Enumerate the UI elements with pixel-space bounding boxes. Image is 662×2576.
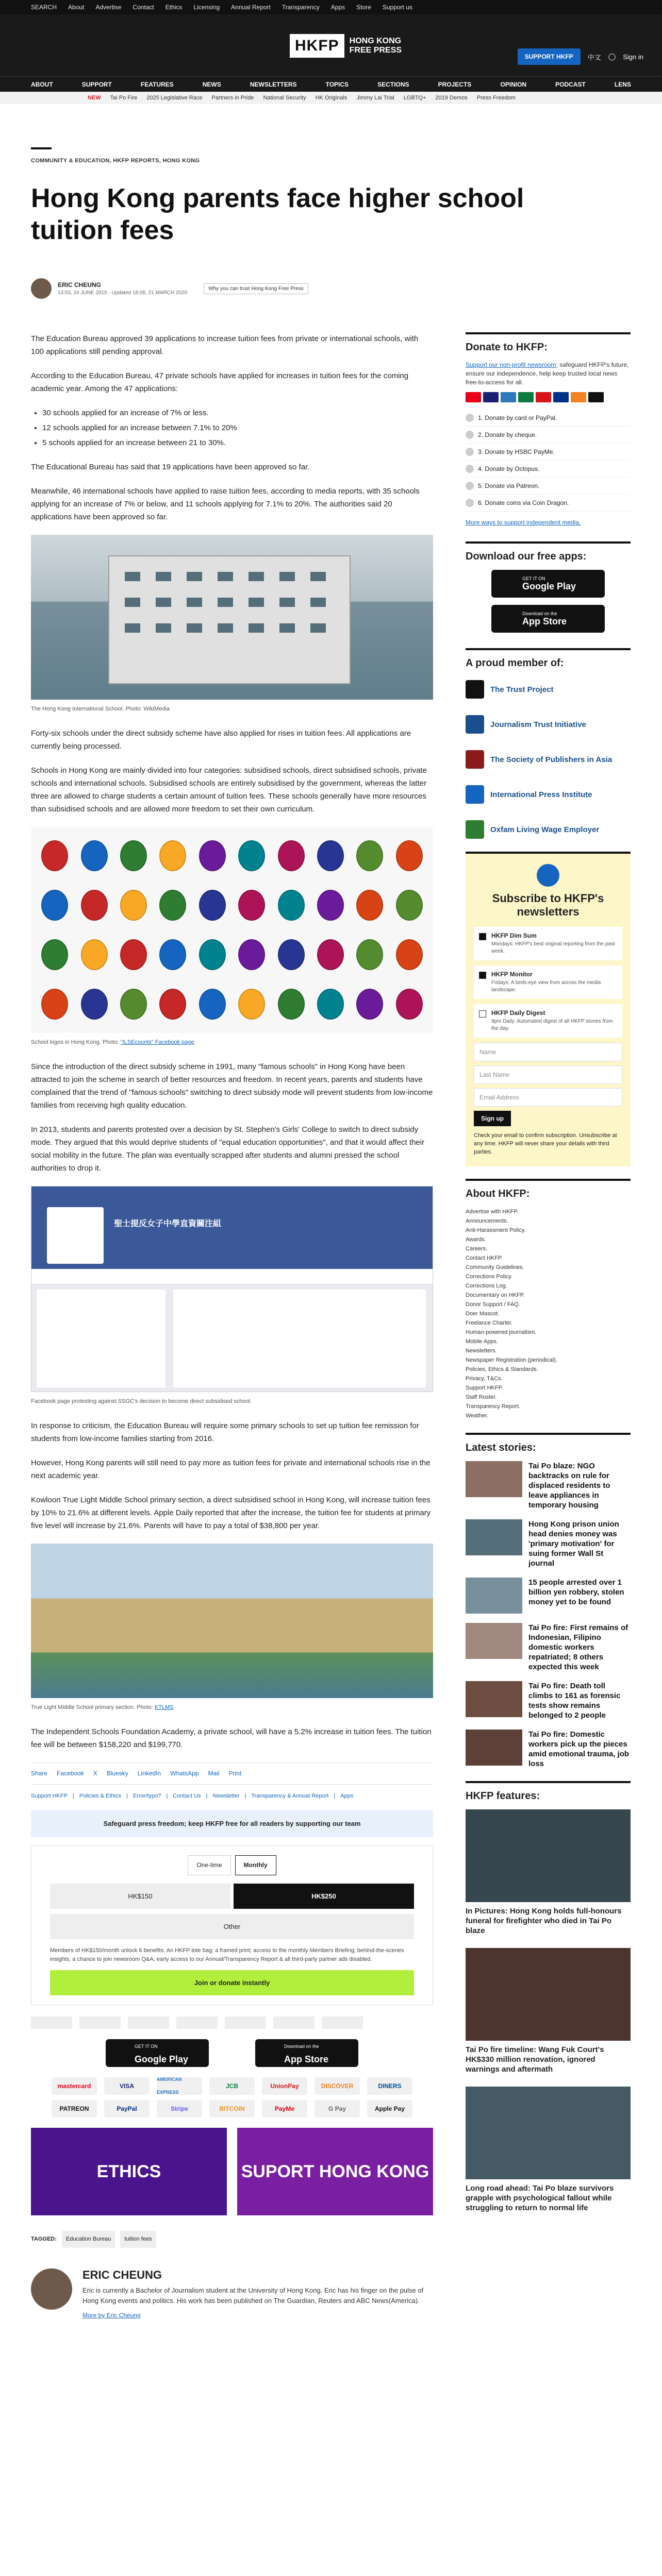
list-item: • 5 schools applied for an increase between 21 to 30%.: [42, 436, 433, 449]
advertise-link[interactable]: Advertise: [95, 4, 122, 11]
tag[interactable]: Education Bureau: [62, 2231, 115, 2248]
about-link[interactable]: Community Guidelines.: [466, 1264, 524, 1270]
sign-in-link[interactable]: Sign in: [623, 53, 643, 61]
about-link[interactable]: Support HKFP.: [466, 1385, 503, 1391]
discover-icon: DISCOVER: [315, 2077, 360, 2095]
school-logos-photo: [31, 827, 433, 1033]
school-photo: [31, 535, 433, 700]
paypal-icon: PayPal: [104, 2100, 150, 2117]
ipi-icon: [466, 785, 484, 804]
tagged-label: TAGGED:: [31, 2236, 57, 2242]
jcb-icon: JCB: [209, 2077, 255, 2095]
amount-150[interactable]: HK$150: [50, 1884, 230, 1909]
apps-heading: Download our free apps:: [466, 541, 631, 563]
tlm-school-photo: [31, 1544, 433, 1698]
nav-newsletters[interactable]: NEWSLETTERS: [250, 80, 297, 88]
paragraph: In response to criticism, the Education Bureau will require some primary schools to set up tuition fee remission for students from low-income families starting from 2016.: [31, 1421, 419, 1443]
paragraph: Kowloon True Light Middle School primary section, a direct subsidised school in Hong Kong, will increase tuition fees by 10% to 21.6% at different levels. Apple Daily reported that after the increase, the tuition fee for students at primary five level will increase by 21.6%. Parents will have to pay a total of $38,800 per year.: [31, 1496, 431, 1530]
gp-big: Google Play: [522, 581, 576, 591]
article-body: [31, 332, 433, 2322]
card-icon: [466, 414, 474, 422]
about-link[interactable]: Freelance Charter.: [466, 1320, 513, 1326]
facebook-screenshot: [31, 1186, 433, 1392]
features-heading: HKFP features:: [466, 1781, 631, 1802]
donate-option[interactable]: [466, 444, 631, 461]
policies-link[interactable]: Policies & Ethics: [79, 1793, 122, 1799]
trending-item[interactable]: 2019 Demos: [435, 95, 468, 101]
share-label: Share: [31, 1770, 48, 1777]
support-promo[interactable]: SUPORT HONG KONG: [237, 2128, 433, 2215]
newsletter-name: HKFP Monitor: [491, 971, 533, 978]
member-logo[interactable]: [466, 782, 631, 807]
contact-link[interactable]: Contact Us: [173, 1793, 201, 1799]
join-button[interactable]: Join or donate instantly: [50, 1970, 414, 1995]
nav-topics[interactable]: TOPICS: [325, 80, 349, 88]
site-logo[interactable]: [290, 34, 402, 58]
donate-intro: [466, 361, 631, 387]
donate-option[interactable]: [466, 427, 631, 444]
about-links: [466, 1207, 631, 1420]
trending-item[interactable]: Tai Po Fire: [110, 95, 138, 101]
bio-avatar[interactable]: [31, 2268, 72, 2310]
support-hkfp-button[interactable]: SUPPORT HKFP: [518, 48, 581, 65]
nav-lens[interactable]: LENS: [614, 80, 631, 88]
story-headline[interactable]: Tai Po fire: First remains of Indonesian, Filipino domestic workers repatriated; 8 others expected this week: [528, 1623, 628, 1671]
application-list: [42, 406, 433, 449]
about-link[interactable]: Weather.: [466, 1413, 488, 1419]
donate-options: [466, 410, 631, 512]
about-link[interactable]: Policies, Ethics & Standards.: [466, 1366, 538, 1372]
photo-caption: Facebook page protesting against SSGC's decision to become direct subsidised school.: [31, 1398, 252, 1404]
sidebar-google-play-button[interactable]: [491, 570, 605, 598]
cheque-icon: [466, 431, 474, 439]
trust-project-icon: [466, 680, 484, 699]
amount-options: [50, 1884, 414, 1909]
user-icon[interactable]: ◯: [608, 53, 616, 60]
member-heading: A proud member of:: [466, 648, 631, 669]
logo-mark: HKFP: [290, 34, 344, 58]
donate-option-label: 3. Donate by HSBC PayMe.: [478, 448, 555, 455]
about-link[interactable]: Mobile Apps.: [466, 1338, 498, 1345]
bio-text: Eric is currently a Bachelor of Journalism student at the University of Hong Kong. Eric has his finger on the pulse of Hong Kong events and politics. His work has been published on The Guardian, Reuters and ABC News(America).: [82, 2286, 424, 2304]
about-link[interactable]: Anti-Harassment Policy.: [466, 1227, 526, 1233]
gp-small: GET IT ON: [135, 2044, 158, 2049]
checkbox-checked[interactable]: [479, 933, 486, 940]
nav-news[interactable]: NEWS: [202, 80, 221, 88]
story-item[interactable]: [466, 1730, 631, 1769]
building-shape: [108, 555, 351, 684]
member-logo[interactable]: [466, 676, 631, 702]
newsletter-fineprint: Check your email to confirm subscription. Unsubscribe at any time. HKFP will never share your details with third parties.: [474, 1132, 617, 1155]
paragraph: The Independent Schools Foundation Academy, a private school, will have a 5.2% increase in tuition fees. The tuition fee will be between $158,220 and $199,770.: [31, 1727, 432, 1749]
share-x[interactable]: X: [93, 1770, 97, 1777]
feature-stories: [466, 1809, 631, 2213]
tag[interactable]: tuition fees: [120, 2231, 156, 2248]
utility-links: [31, 0, 412, 14]
paragraph: In 2013, students and parents protested over a decision by St. Stephen's Girls' College to switch to direct subsidy mode. They argued that this would deprive students of "equal education opportunities", and that it would affect their social mobility in the future. The plan was eventually scrapped after students and alumni pressed the school authorities to drop it.: [31, 1125, 425, 1173]
payment-methods: [52, 2077, 412, 2117]
main-nav: [0, 76, 662, 92]
story-item[interactable]: [466, 1623, 631, 1672]
sign-up-button[interactable]: Sign up: [474, 1111, 511, 1126]
newsletter-desc: 9pm Daily: Automated digest of all HKFP stories from the day.: [491, 1019, 613, 1031]
newsletter-option[interactable]: [474, 927, 622, 960]
logo-line-2: FREE PRESS: [349, 46, 402, 55]
donate-heading: Donate to HKFP:: [466, 332, 631, 353]
ethics-promo[interactable]: ETHICS: [31, 2128, 227, 2215]
header-actions: [518, 48, 643, 65]
story-item[interactable]: [466, 1681, 631, 1720]
about-link[interactable]: Advertise with HKFP.: [466, 1209, 519, 1215]
newsletter-link[interactable]: Newsletter: [212, 1793, 240, 1799]
about-heading: About HKFP:: [466, 1179, 631, 1200]
fb-post: [173, 1290, 426, 1387]
typo-link[interactable]: Error/typo?: [133, 1793, 161, 1799]
checkbox-checked[interactable]: [479, 972, 486, 979]
newsletter-option[interactable]: [474, 965, 622, 999]
story-item[interactable]: [466, 1578, 631, 1614]
utility-bar: [0, 0, 662, 14]
apps-link[interactable]: Apps: [340, 1793, 354, 1799]
story-thumbnail[interactable]: [466, 1519, 522, 1555]
about-link[interactable]: Transparency Report.: [466, 1403, 520, 1410]
feature-image[interactable]: [466, 2087, 631, 2179]
newsletter-name: HKFP Dim Sum: [491, 932, 537, 939]
story-headline[interactable]: Hong Kong prison union head denies money was 'primary motivation' for suing former Wall St journal: [528, 1520, 619, 1568]
sopa-icon: [466, 750, 484, 769]
coin-icon: [466, 499, 474, 507]
member-logo[interactable]: [466, 711, 631, 737]
latest-stories: [466, 1461, 631, 1769]
donate-option-label: 2. Donate by cheque.: [478, 431, 537, 438]
feature-image[interactable]: [466, 1948, 631, 2041]
member-name: Oxfam Living Wage Employer: [490, 825, 600, 834]
share-mail[interactable]: Mail: [208, 1770, 220, 1777]
publish-date: 13:53, 24 JUNE 2015 · Updated 18:06, 21 MARCH 2020: [58, 290, 188, 296]
chinese-language-link[interactable]: 中文: [587, 53, 601, 61]
member-name: International Press Institute: [490, 790, 592, 799]
about-link[interactable]: Awards.: [466, 1236, 486, 1243]
name-input[interactable]: Name: [474, 1043, 622, 1061]
frequency-toggle: [50, 1855, 414, 1875]
trending-item[interactable]: Jimmy Lai Trial: [356, 95, 394, 101]
story-thumbnail[interactable]: [466, 1461, 522, 1497]
story-headline[interactable]: Tai Po fire: Domestic workers pick up the pieces amid emotional trauma, job loss: [528, 1730, 630, 1768]
trending-item[interactable]: 2025 Legislative Race: [146, 95, 203, 101]
feature-headline[interactable]: Long road ahead: Tai Po blaze survivors grapple with psychological fallout while struggling to return to normal life: [466, 2184, 614, 2212]
photo-caption: [31, 1036, 433, 1049]
as-big: App Store: [522, 616, 567, 626]
nav-podcast[interactable]: PODCAST: [555, 80, 586, 88]
newsletter-desc: Fridays: A birds-eye view from across the media landscape.: [491, 980, 601, 993]
donate-option-label: 1. Donate by card or PayPal.: [478, 414, 557, 421]
fb-sidebar: [37, 1290, 166, 1387]
paragraph: The Educational Bureau has said that 19 applications have been approved so far.: [31, 463, 310, 471]
fb-tabs: [31, 1269, 433, 1284]
member-name: The Trust Project: [490, 685, 554, 694]
donate-option[interactable]: [466, 478, 631, 495]
newsletter-name: HKFP Daily Digest: [491, 1009, 545, 1016]
about-link[interactable]: About: [68, 4, 85, 11]
logo-wordmark: [350, 37, 402, 55]
email-input[interactable]: Email Address: [474, 1088, 622, 1107]
share-facebook[interactable]: Facebook: [57, 1770, 84, 1777]
about-link[interactable]: Careers.: [466, 1246, 488, 1252]
transparency-link[interactable]: Transparency: [282, 4, 320, 11]
hkfp-badge-icon: [537, 864, 559, 887]
latest-heading: Latest stories:: [466, 1433, 631, 1454]
article-title: Hong Kong parents face higher school tuition fees: [31, 183, 524, 245]
story-thumbnail[interactable]: [466, 1578, 522, 1614]
support-us-link[interactable]: Support us: [382, 4, 412, 11]
caption-text: School logos in Hong Kong. Photo:: [31, 1039, 119, 1045]
trust-badge[interactable]: Why you can trust Hong Kong Free Press: [204, 283, 308, 294]
donate-intro-link[interactable]: Support our non-profit newsroom;: [466, 361, 558, 368]
about-link[interactable]: Doer Mascot.: [466, 1311, 500, 1317]
nav-opinion[interactable]: OPINION: [500, 80, 527, 88]
licensing-link[interactable]: Licensing: [193, 4, 220, 11]
member-logo[interactable]: [466, 817, 631, 842]
donate-intro-text: safeguard HKFP's future, ensure our independence, help keep trusted local news free-to-access for all.: [466, 361, 629, 386]
feature-headline[interactable]: In Pictures: Hong Kong holds full-honours funeral for firefighter who died in Tai Po blaze: [466, 1907, 622, 1935]
support-banner[interactable]: Safeguard press freedom; keep HKFP free for all readers by supporting our team: [31, 1810, 433, 1837]
trending-item[interactable]: Press Freedom: [476, 95, 516, 101]
about-link[interactable]: Announcements.: [466, 1218, 508, 1224]
caption-link[interactable]: KTLMS: [154, 1704, 174, 1710]
paragraph: However, Hong Kong parents will still need to pay more as tuition fees for private and international schools rise in the next academic year.: [31, 1459, 431, 1480]
paragraph: The Education Bureau approved 39 applications to increase tuition fees from private or international schools, with 100 applications still pending approval.: [31, 334, 419, 356]
about-link[interactable]: Staff Roster.: [466, 1394, 497, 1400]
list-item: • 30 schools applied for an increase of 7% or less.: [42, 406, 433, 419]
author-meta: [58, 281, 187, 296]
share-bar: [31, 1762, 433, 1785]
last-name-input[interactable]: Last Name: [474, 1065, 622, 1084]
trending-item[interactable]: National Security: [263, 95, 306, 101]
more-by-author-link[interactable]: More by Eric Cheung: [82, 2312, 141, 2319]
google-pay-icon: G Pay: [315, 2100, 360, 2117]
as-big: App Store: [284, 2054, 329, 2064]
nav-support[interactable]: SUPPORT: [81, 80, 112, 88]
patreon-icon: [466, 482, 474, 490]
story-headline[interactable]: Tai Po fire: Death toll climbs to 161 as forensic tests show remains belonged to 2 people: [528, 1682, 621, 1720]
mastercard-icon: mastercard: [52, 2077, 97, 2095]
story-headline[interactable]: Tai Po blaze: NGO backtracks on rule for displaced residents to leave appliances in temporary housing: [528, 1462, 610, 1510]
monthly-option[interactable]: Monthly: [235, 1855, 276, 1875]
bio-name[interactable]: ERIC CHEUNG: [82, 2268, 162, 2281]
feature-item[interactable]: [466, 1809, 631, 1936]
about-link[interactable]: Contact HKFP.: [466, 1255, 503, 1261]
one-time-option[interactable]: One-time: [188, 1855, 230, 1875]
support-link[interactable]: Support HKFP: [31, 1793, 68, 1799]
stripe-icon: Stripe: [157, 2100, 202, 2117]
about-link[interactable]: Newsletters.: [466, 1348, 497, 1354]
fb-page-title: 聖士提反女子中學直資關注組: [114, 1219, 222, 1228]
gp-big: Google Play: [135, 2054, 189, 2064]
membership-benefits: Members of HK$150/month unlock 6 benefits: An HKFP tote bag; a framed print; access to the monthly Members Briefing; behind-the-scenes insights; a chance to join newsroom Q&A; early access to our Annual/Transparency Report & all third-party partner ads disabled.: [50, 1947, 404, 1962]
share-print[interactable]: Print: [228, 1770, 242, 1777]
about-link[interactable]: Corrections Policy.: [466, 1274, 512, 1280]
bitcoin-icon: BITCOIN: [209, 2100, 255, 2117]
payme-icon: PayMe: [262, 2100, 307, 2117]
member-name: The Society of Publishers in Asia: [490, 755, 613, 764]
search-link[interactable]: SEARCH: [31, 4, 57, 11]
as-small: Download on the: [522, 611, 557, 616]
octopus-icon: [466, 465, 474, 473]
list-item: • 12 schools applied for an increase between 7.1% to 20%: [42, 421, 433, 434]
trending-item[interactable]: Partners in Pride: [211, 95, 254, 101]
newsletter-title: Subscribe to HKFP's newsletters: [492, 892, 604, 918]
unionpay-icon: UnionPay: [262, 2077, 307, 2095]
about-link[interactable]: Corrections Log.: [466, 1283, 507, 1289]
share-bluesky[interactable]: Bluesky: [106, 1770, 128, 1777]
author-avatar[interactable]: [31, 278, 52, 299]
patreon-icon: PATREON: [52, 2100, 97, 2117]
caption-text: True Light Middle School primary section. Photo:: [31, 1704, 153, 1710]
checkbox-unchecked[interactable]: [479, 1010, 486, 1018]
ethics-link[interactable]: Ethics: [165, 4, 183, 11]
footer-links: Support HKFP | Policies & Ethics | Error/typo? | Contact Us | Newsletter | Transparency & Annual Report | Apps: [31, 1790, 433, 1803]
about-link[interactable]: Newspaper Registration (periodical).: [466, 1357, 557, 1363]
apps-link[interactable]: Apps: [330, 4, 345, 11]
more-ways-link[interactable]: More ways to support independent media.: [466, 519, 581, 526]
paragraph: Meanwhile, 46 international schools have applied to raise tuition fees, according to media reports, with 35 schools applying for an increase of 7% or below, and 11 schools applying for 7.1% to 20%. The authorities said 20 applications have been approved so far.: [31, 487, 420, 521]
membership-widget: [31, 1845, 433, 2005]
school-badge-icon: [47, 1207, 104, 1264]
story-thumbnail[interactable]: [466, 1730, 522, 1766]
tags-row: [31, 2231, 433, 2248]
jti-icon: [466, 715, 484, 734]
site-header: [0, 14, 662, 76]
share-linkedin[interactable]: LinkedIn: [137, 1770, 161, 1777]
payme-icon: [466, 448, 474, 456]
title-rule: [31, 147, 52, 149]
feature-item[interactable]: [466, 1948, 631, 2074]
nav-features[interactable]: FEATURES: [140, 80, 174, 88]
donate-option[interactable]: [466, 461, 631, 478]
story-item[interactable]: [466, 1519, 631, 1568]
story-thumbnail[interactable]: [466, 1681, 522, 1717]
partner-badges: [31, 2016, 433, 2029]
visa-icon: VISA: [104, 2077, 150, 2095]
sidebar: [466, 332, 631, 2225]
store-link[interactable]: Store: [356, 4, 371, 11]
app-store-button[interactable]: [255, 2039, 358, 2067]
donate-option[interactable]: [466, 410, 631, 427]
trending-item[interactable]: LGBTQ+: [403, 95, 426, 101]
annual-report-link[interactable]: Annual Report: [231, 4, 271, 11]
donate-option[interactable]: [466, 495, 631, 512]
newsletter-desc: Mondays: HKFP's best original reporting from the past week.: [491, 941, 615, 954]
about-link[interactable]: Donor Support / FAQ.: [466, 1301, 520, 1308]
author-name[interactable]: ERIC CHEUNG: [58, 281, 102, 289]
photo-caption: The Hong Kong International School. Photo: WikiMedia: [31, 706, 170, 712]
story-thumbnail[interactable]: [466, 1623, 522, 1659]
author-bio: [31, 2268, 433, 2322]
paragraph: Forty-six schools under the direct subsidy scheme have also applied for rises in tuition fees. All applications are currently being processed.: [31, 729, 411, 751]
feature-item[interactable]: [466, 2087, 631, 2213]
donate-option-label: 4. Donate by Octopus.: [478, 465, 540, 472]
newsletter-option[interactable]: [474, 1004, 622, 1038]
logo-line-1: HONG KONG: [349, 37, 402, 45]
app-store-buttons: [31, 2039, 433, 2067]
sidebar-app-store-button[interactable]: [491, 605, 605, 633]
paragraph: Since the introduction of the direct subsidy scheme in 1991, many "famous schools" in Hong Kong have been attracted to join the scheme in search of better resources and freedom. In recent years, parents and students have complained that the trend of "famous schools" switching to direct subsidy mode will prevent students from low-income families from receiving high quality education.: [31, 1062, 433, 1110]
nav-projects[interactable]: PROJECTS: [438, 80, 472, 88]
share-whatsapp[interactable]: WhatsApp: [170, 1770, 199, 1777]
transparency-link[interactable]: Transparency & Annual Report: [251, 1793, 329, 1799]
gp-small: GET IT ON: [522, 575, 545, 581]
promo-banners: [31, 2128, 433, 2215]
about-link[interactable]: Privacy, T&Cs.: [466, 1376, 503, 1382]
story-headline[interactable]: 15 people arrested over 1 billion yen robbery, stolen money yet to be found: [528, 1578, 624, 1606]
paragraph: Schools in Hong Kong are mainly divided into four categories: subsidised schools, direct subsidised schools, private schools and international schools. Subsidised schools are entirely subsidised by the government, whereas the latter three are allowed to charge students a certain amount of tuition fees. These schools generally have more resources than subsidised schools and are allowed more freedom to set their own curriculum.: [31, 766, 427, 814]
feature-image[interactable]: [466, 1809, 631, 1902]
paragraph: According to the Education Bureau, 47 private schools have applied for increases in tuition fees for the coming academic year. Among the 47 applications:: [31, 371, 409, 393]
amount-other[interactable]: Other: [50, 1914, 414, 1939]
feature-headline[interactable]: Tai Po fire timeline: Wang Fuk Court's HK$330 million renovation, ignored warnings and aftermath: [466, 2045, 604, 2074]
newsletter-signup: [466, 852, 631, 1166]
oxfam-icon: [466, 820, 484, 839]
member-logo[interactable]: [466, 747, 631, 772]
caption-link[interactable]: "ILSEcounts" Facebook page: [120, 1039, 194, 1045]
story-item[interactable]: [466, 1461, 631, 1510]
about-link[interactable]: Human-powered journalism.: [466, 1329, 537, 1335]
amount-250[interactable]: HK$250: [234, 1884, 414, 1909]
article-categories[interactable]: COMMUNITY & EDUCATION, HKFP REPORTS, HONG KONG: [31, 158, 200, 164]
apple-pay-icon: Apple Pay: [367, 2100, 412, 2117]
as-small: Download on the: [284, 2044, 319, 2049]
about-link[interactable]: Documentary on HKFP.: [466, 1292, 525, 1298]
card-icons: [466, 392, 631, 402]
member-name: Journalism Trust Initiative: [490, 720, 586, 729]
contact-link[interactable]: Contact: [133, 4, 154, 11]
donate-option-label: 6. Donate coins via Coin Dragon.: [478, 499, 569, 506]
trending-item[interactable]: HK Originals: [315, 95, 347, 101]
bio-content: [82, 2268, 433, 2322]
byline: [31, 278, 308, 299]
nav-about[interactable]: ABOUT: [31, 80, 53, 88]
nav-sections[interactable]: SECTIONS: [377, 80, 409, 88]
trending-nav: [0, 92, 662, 104]
new-label: NEW: [88, 95, 101, 101]
donate-option-label: 5. Donate via Patreon.: [478, 482, 540, 489]
diners-icon: DINERS: [367, 2077, 412, 2095]
photo-caption: [31, 1701, 433, 1714]
amex-icon: AMERICAN EXPRESS: [157, 2077, 202, 2095]
member-logos: [466, 676, 631, 842]
google-play-button[interactable]: [106, 2039, 209, 2067]
